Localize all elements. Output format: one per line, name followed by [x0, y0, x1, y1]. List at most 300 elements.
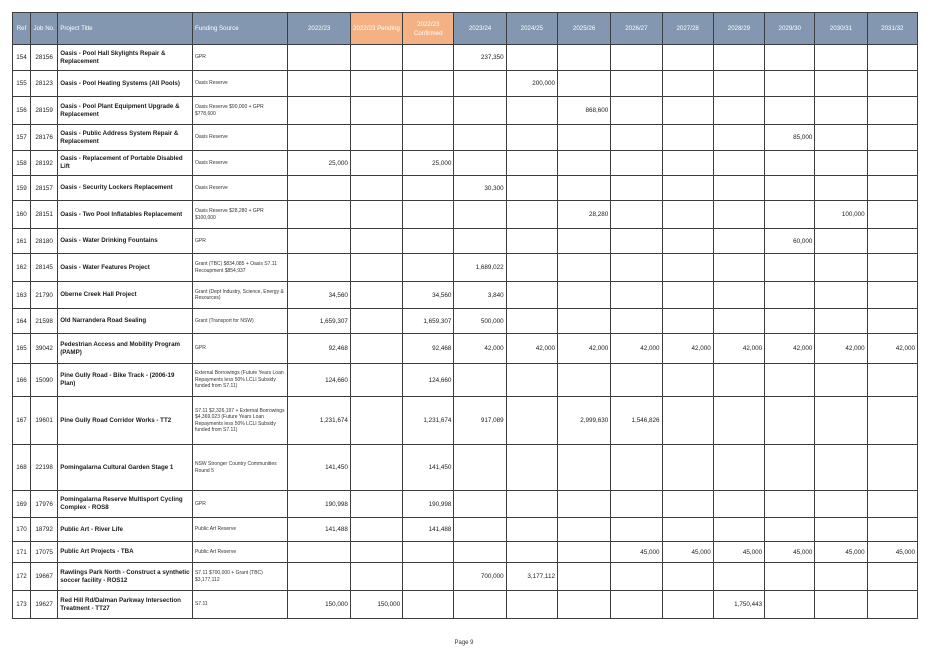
amount-cell	[867, 201, 917, 229]
job-number-cell: 22198	[31, 445, 58, 491]
amount-cell: 42,000	[765, 334, 815, 364]
amount-cell	[815, 97, 867, 125]
amount-cell	[557, 309, 610, 334]
amount-cell	[506, 445, 557, 491]
amount-cell	[815, 397, 867, 445]
col-header-job-no: Job No.	[31, 13, 58, 45]
amount-cell	[867, 397, 917, 445]
job-number-cell: 17976	[31, 491, 58, 518]
job-number-cell: 28180	[31, 229, 58, 254]
amount-cell	[288, 542, 350, 563]
amount-cell	[403, 45, 454, 71]
amount-cell	[454, 518, 506, 542]
amount-cell	[611, 201, 662, 229]
amount-cell	[506, 151, 557, 176]
funding-source-cell: Oasis Reserve $28,280 + GPR $100,000	[192, 201, 288, 229]
amount-cell	[611, 97, 662, 125]
amount-cell: 190,998	[288, 491, 350, 518]
amount-cell	[662, 71, 713, 97]
amount-cell: 1,231,674	[403, 397, 454, 445]
amount-cell: 2,999,630	[557, 397, 610, 445]
col-header-2028-29: 2028/29	[713, 13, 764, 45]
amount-cell: 45,000	[611, 542, 662, 563]
amount-cell	[815, 364, 867, 397]
amount-cell	[557, 282, 610, 309]
job-number-cell: 19667	[31, 563, 58, 591]
job-number-cell: 19601	[31, 397, 58, 445]
amount-cell	[765, 45, 815, 71]
project-title-cell: Oberne Creek Hall Project	[58, 282, 193, 309]
amount-cell	[403, 125, 454, 151]
amount-cell	[557, 563, 610, 591]
amount-cell	[867, 364, 917, 397]
amount-cell	[867, 97, 917, 125]
ref-cell: 170	[13, 518, 31, 542]
amount-cell	[611, 563, 662, 591]
amount-cell	[403, 176, 454, 201]
job-number-cell: 15090	[31, 364, 58, 397]
project-title-cell: Red Hill Rd/Dalman Parkway Intersection Treatment - TT27	[58, 591, 193, 619]
amount-cell	[454, 364, 506, 397]
amount-cell: 917,089	[454, 397, 506, 445]
amount-cell	[454, 71, 506, 97]
amount-cell	[611, 254, 662, 282]
amount-cell	[815, 563, 867, 591]
col-header-2024-25: 2024/25	[506, 13, 557, 45]
amount-cell	[765, 71, 815, 97]
amount-cell	[662, 591, 713, 619]
amount-cell	[403, 563, 454, 591]
amount-cell	[867, 309, 917, 334]
amount-cell	[867, 563, 917, 591]
amount-cell	[288, 254, 350, 282]
job-number-cell: 21598	[31, 309, 58, 334]
amount-cell: 141,488	[403, 518, 454, 542]
ref-cell: 171	[13, 542, 31, 563]
amount-cell	[506, 282, 557, 309]
amount-cell	[506, 309, 557, 334]
amount-cell: 500,000	[454, 309, 506, 334]
amount-cell	[350, 334, 402, 364]
amount-cell	[454, 201, 506, 229]
amount-cell	[506, 125, 557, 151]
table-row	[13, 201, 918, 229]
amount-cell	[765, 563, 815, 591]
table-row	[13, 491, 918, 518]
project-title-cell: Rawlings Park North - Construct a synthetic soccer facility - ROS12	[58, 563, 193, 591]
funding-source-cell: GPR	[192, 334, 288, 364]
amount-cell	[454, 125, 506, 151]
amount-cell	[403, 591, 454, 619]
col-header-2022-23-confirmed: 2022/23 Confirmed	[403, 13, 454, 45]
amount-cell: 141,488	[288, 518, 350, 542]
amount-cell	[611, 229, 662, 254]
table-row	[13, 518, 918, 542]
amount-cell	[713, 229, 764, 254]
project-title-cell: Oasis - Water Features Project	[58, 254, 193, 282]
amount-cell: 200,000	[506, 71, 557, 97]
project-title-cell: Old Narrandera Road Sealing	[58, 309, 193, 334]
funding-source-cell: Public Art Reserve	[192, 542, 288, 563]
amount-cell	[557, 445, 610, 491]
amount-cell: 141,450	[288, 445, 350, 491]
amount-cell: 45,000	[867, 542, 917, 563]
amount-cell	[662, 201, 713, 229]
amount-cell	[765, 201, 815, 229]
amount-cell: 124,660	[403, 364, 454, 397]
amount-cell	[557, 151, 610, 176]
amount-cell	[713, 491, 764, 518]
amount-cell	[611, 45, 662, 71]
table-row	[13, 445, 918, 491]
table-row	[13, 397, 918, 445]
amount-cell: 700,000	[454, 563, 506, 591]
table-row	[13, 334, 918, 364]
amount-cell	[288, 71, 350, 97]
amount-cell	[713, 97, 764, 125]
amount-cell	[815, 491, 867, 518]
amount-cell	[713, 445, 764, 491]
amount-cell: 1,659,307	[403, 309, 454, 334]
amount-cell	[557, 591, 610, 619]
amount-cell	[288, 229, 350, 254]
amount-cell: 25,000	[288, 151, 350, 176]
amount-cell	[713, 71, 764, 97]
funding-source-cell: Oasis Reserve	[192, 176, 288, 201]
amount-cell	[662, 445, 713, 491]
project-title-cell: Oasis - Public Address System Repair & Replacement	[58, 125, 193, 151]
table-body	[13, 45, 918, 619]
amount-cell: 42,000	[713, 334, 764, 364]
amount-cell	[713, 364, 764, 397]
amount-cell	[765, 282, 815, 309]
amount-cell	[506, 229, 557, 254]
amount-cell: 237,350	[454, 45, 506, 71]
amount-cell	[557, 176, 610, 201]
funding-source-cell: Grant (Dept Industry, Science, Energy & Resources)	[192, 282, 288, 309]
amount-cell	[506, 176, 557, 201]
amount-cell	[506, 491, 557, 518]
amount-cell	[713, 201, 764, 229]
amount-cell	[867, 254, 917, 282]
amount-cell: 124,660	[288, 364, 350, 397]
table-row	[13, 309, 918, 334]
table-row	[13, 254, 918, 282]
amount-cell	[403, 254, 454, 282]
project-title-cell: Pedestrian Access and Mobility Program (PAMP)	[58, 334, 193, 364]
amount-cell	[662, 491, 713, 518]
col-header-ref: Ref	[13, 13, 31, 45]
amount-cell: 60,000	[765, 229, 815, 254]
table-row	[13, 542, 918, 563]
table-row	[13, 229, 918, 254]
amount-cell	[662, 229, 713, 254]
amount-cell: 85,000	[765, 125, 815, 151]
amount-cell	[506, 201, 557, 229]
table-row	[13, 176, 918, 201]
amount-cell: 3,177,112	[506, 563, 557, 591]
amount-cell	[611, 71, 662, 97]
amount-cell	[815, 125, 867, 151]
amount-cell	[611, 364, 662, 397]
amount-cell: 150,000	[288, 591, 350, 619]
ref-cell: 159	[13, 176, 31, 201]
project-title-cell: Pine Gully Road - Bike Track - (2006-19 Plan)	[58, 364, 193, 397]
ref-cell: 160	[13, 201, 31, 229]
ref-cell: 161	[13, 229, 31, 254]
table-row	[13, 591, 918, 619]
amount-cell: 30,300	[454, 176, 506, 201]
col-header-2030-31: 2030/31	[815, 13, 867, 45]
amount-cell	[557, 229, 610, 254]
amount-cell	[867, 491, 917, 518]
amount-cell	[611, 151, 662, 176]
amount-cell	[403, 229, 454, 254]
amount-cell: 42,000	[815, 334, 867, 364]
job-number-cell: 28176	[31, 125, 58, 151]
amount-cell	[815, 445, 867, 491]
job-number-cell: 28145	[31, 254, 58, 282]
amount-cell	[454, 97, 506, 125]
amount-cell	[611, 176, 662, 201]
amount-cell	[867, 125, 917, 151]
amount-cell: 1,689,022	[454, 254, 506, 282]
amount-cell	[350, 491, 402, 518]
amount-cell: 34,560	[403, 282, 454, 309]
amount-cell	[557, 542, 610, 563]
amount-cell	[454, 445, 506, 491]
amount-cell	[506, 97, 557, 125]
col-header-funding-source: Funding Source	[192, 13, 288, 45]
amount-cell	[662, 151, 713, 176]
amount-cell	[350, 229, 402, 254]
amount-cell: 45,000	[662, 542, 713, 563]
page-number: Page 9	[454, 640, 474, 646]
col-header-2023-24: 2023/24	[454, 13, 506, 45]
ref-cell: 169	[13, 491, 31, 518]
amount-cell	[867, 45, 917, 71]
project-title-cell: Public Art Projects - TBA	[58, 542, 193, 563]
amount-cell	[288, 125, 350, 151]
amount-cell	[765, 254, 815, 282]
amount-cell	[288, 45, 350, 71]
amount-cell	[611, 282, 662, 309]
amount-cell	[867, 282, 917, 309]
project-title-cell: Oasis - Two Pool Inflatables Replacement	[58, 201, 193, 229]
amount-cell	[454, 491, 506, 518]
amount-cell	[815, 518, 867, 542]
amount-cell	[557, 125, 610, 151]
amount-cell	[557, 254, 610, 282]
funding-source-cell: GPR	[192, 229, 288, 254]
ref-cell: 163	[13, 282, 31, 309]
funding-source-cell: S7.11 $2,326,197 + External Borrowings $4,369,023 (Future Years Loan Repayments less 50% LCLI Subsidy funded from S7.11)	[192, 397, 288, 445]
amount-cell: 42,000	[611, 334, 662, 364]
table-row	[13, 45, 918, 71]
amount-cell: 1,546,826	[611, 397, 662, 445]
amount-cell	[867, 445, 917, 491]
ref-cell: 167	[13, 397, 31, 445]
ref-cell: 165	[13, 334, 31, 364]
table-header	[13, 13, 918, 45]
amount-cell	[815, 254, 867, 282]
amount-cell	[713, 282, 764, 309]
table-row	[13, 125, 918, 151]
amount-cell	[815, 151, 867, 176]
ref-cell: 173	[13, 591, 31, 619]
amount-cell	[713, 151, 764, 176]
project-title-cell: Pine Gully Road Corridor Works - TT2	[58, 397, 193, 445]
amount-cell	[403, 71, 454, 97]
amount-cell	[403, 542, 454, 563]
amount-cell	[867, 176, 917, 201]
amount-cell	[662, 97, 713, 125]
amount-cell	[611, 445, 662, 491]
amount-cell	[815, 309, 867, 334]
amount-cell	[662, 254, 713, 282]
amount-cell	[611, 309, 662, 334]
amount-cell	[765, 491, 815, 518]
job-number-cell: 28159	[31, 97, 58, 125]
funding-source-cell: Oasis Reserve $90,000 + GPR $778,600	[192, 97, 288, 125]
amount-cell	[713, 563, 764, 591]
amount-cell	[557, 364, 610, 397]
amount-cell	[815, 591, 867, 619]
amount-cell	[765, 309, 815, 334]
amount-cell	[350, 309, 402, 334]
amount-cell	[350, 397, 402, 445]
amount-cell	[662, 309, 713, 334]
job-number-cell: 17075	[31, 542, 58, 563]
amount-cell: 42,000	[662, 334, 713, 364]
amount-cell: 45,000	[713, 542, 764, 563]
amount-cell	[506, 542, 557, 563]
amount-cell: 190,998	[403, 491, 454, 518]
amount-cell	[350, 518, 402, 542]
amount-cell	[454, 542, 506, 563]
amount-cell	[765, 97, 815, 125]
amount-cell	[815, 45, 867, 71]
project-title-cell: Oasis - Pool Plant Equipment Upgrade & Replacement	[58, 97, 193, 125]
amount-cell	[713, 125, 764, 151]
table-row	[13, 282, 918, 309]
amount-cell	[350, 254, 402, 282]
amount-cell	[867, 591, 917, 619]
amount-cell	[350, 563, 402, 591]
amount-cell: 92,468	[288, 334, 350, 364]
project-title-cell: Oasis - Water Drinking Fountains	[58, 229, 193, 254]
ref-cell: 168	[13, 445, 31, 491]
ref-cell: 172	[13, 563, 31, 591]
ref-cell: 158	[13, 151, 31, 176]
amount-cell	[506, 591, 557, 619]
job-number-cell: 19627	[31, 591, 58, 619]
col-header-2027-28: 2027/28	[662, 13, 713, 45]
amount-cell: 42,000	[506, 334, 557, 364]
col-header-2025-26: 2025/26	[557, 13, 610, 45]
project-title-cell: Oasis - Pool Heating Systems (All Pools)	[58, 71, 193, 97]
amount-cell	[454, 591, 506, 619]
table-row	[13, 364, 918, 397]
table-row	[13, 71, 918, 97]
amount-cell	[815, 282, 867, 309]
amount-cell	[713, 309, 764, 334]
job-number-cell: 39042	[31, 334, 58, 364]
amount-cell	[350, 151, 402, 176]
table-row	[13, 97, 918, 125]
amount-cell	[506, 254, 557, 282]
col-header-2029-30: 2029/30	[765, 13, 815, 45]
funding-source-cell: Grant (Transport for NSW)	[192, 309, 288, 334]
amount-cell	[350, 71, 402, 97]
amount-cell	[506, 397, 557, 445]
job-number-cell: 28156	[31, 45, 58, 71]
col-header-2026-27: 2026/27	[611, 13, 662, 45]
ref-cell: 155	[13, 71, 31, 97]
amount-cell	[288, 97, 350, 125]
amount-cell	[506, 518, 557, 542]
amount-cell	[662, 364, 713, 397]
amount-cell	[557, 491, 610, 518]
amount-cell: 25,000	[403, 151, 454, 176]
amount-cell	[662, 563, 713, 591]
col-header-2022-23: 2022/23	[288, 13, 350, 45]
funding-source-cell: Public Art Reserve	[192, 518, 288, 542]
amount-cell	[713, 518, 764, 542]
amount-cell	[350, 201, 402, 229]
amount-cell	[350, 445, 402, 491]
amount-cell	[611, 491, 662, 518]
amount-cell	[662, 518, 713, 542]
amount-cell	[350, 364, 402, 397]
amount-cell	[611, 518, 662, 542]
amount-cell	[350, 97, 402, 125]
col-header-2022-23-pending: 2022/23 Pending	[350, 13, 402, 45]
amount-cell	[815, 229, 867, 254]
amount-cell	[506, 364, 557, 397]
funding-source-cell: S7.11 $700,000 + Grant (TBC) $3,177,112	[192, 563, 288, 591]
project-title-cell: Pomingalarna Reserve Multisport Cycling Complex - ROS8	[58, 491, 193, 518]
amount-cell	[454, 229, 506, 254]
ref-cell: 162	[13, 254, 31, 282]
amount-cell	[765, 397, 815, 445]
col-header-2031-32: 2031/32	[867, 13, 917, 45]
amount-cell	[557, 45, 610, 71]
amount-cell	[713, 45, 764, 71]
amount-cell	[350, 125, 402, 151]
funding-source-cell: Oasis Reserve	[192, 71, 288, 97]
job-number-cell: 28192	[31, 151, 58, 176]
capital-works-table	[12, 12, 918, 619]
funding-source-cell: NSW Stronger Country Communities Round 5	[192, 445, 288, 491]
amount-cell	[557, 71, 610, 97]
amount-cell	[867, 151, 917, 176]
amount-cell	[765, 518, 815, 542]
ref-cell: 166	[13, 364, 31, 397]
amount-cell	[765, 151, 815, 176]
funding-source-cell: S7.11	[192, 591, 288, 619]
amount-cell	[867, 71, 917, 97]
job-number-cell: 28123	[31, 71, 58, 97]
amount-cell	[662, 125, 713, 151]
amount-cell: 45,000	[815, 542, 867, 563]
amount-cell	[713, 176, 764, 201]
amount-cell: 100,000	[815, 201, 867, 229]
amount-cell	[288, 563, 350, 591]
amount-cell	[454, 151, 506, 176]
project-title-cell: Pomingalarna Cultural Garden Stage 1	[58, 445, 193, 491]
amount-cell	[350, 282, 402, 309]
